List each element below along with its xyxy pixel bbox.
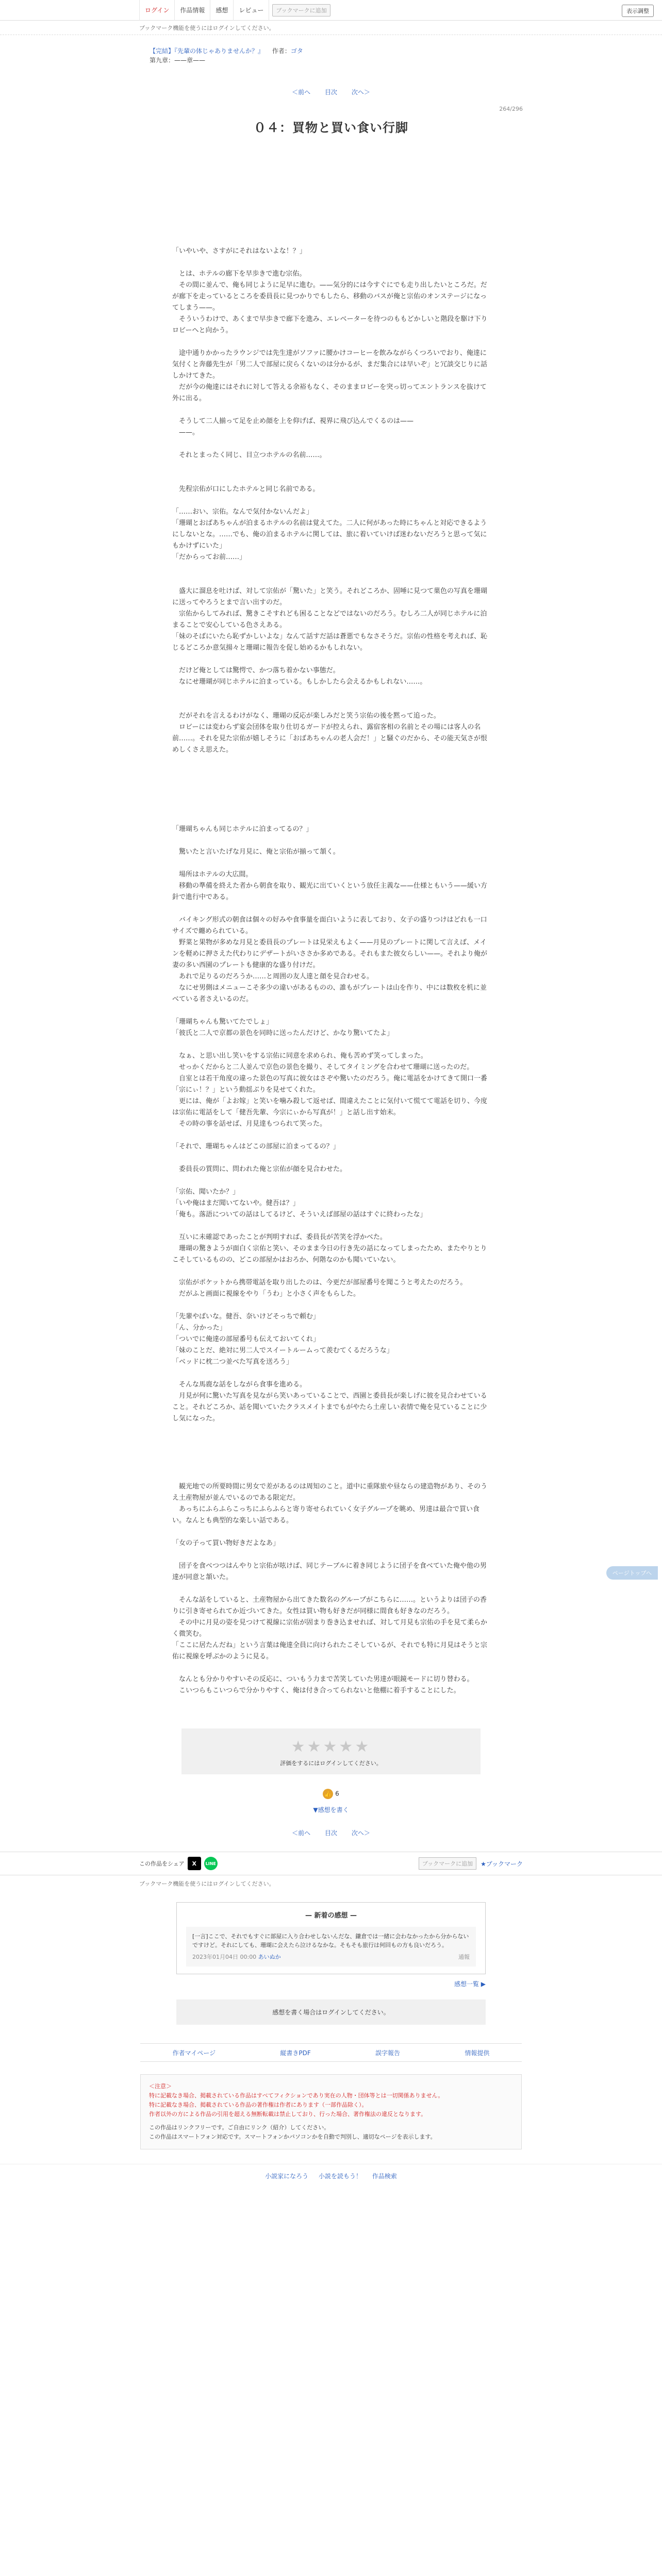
new-reviews-heading: — 新着の感想 — [305,1912,357,1920]
body-line [172,801,492,812]
body-line: 自室とは若干角度の違った景色の写真に彼女はさぞや驚いたのだろう。俺に電話をかけてきて開口一番「宗にぃ！？」という動揺ぶりを見せてくれた。 [172,1075,488,1094]
body-line: なにせ珊瑚が同じホテルに泊まっている。もしかしたら会えるかもしれない……。 [172,678,427,686]
caution-line: この作品はスマートフォン対応です。スマートフォンかパソコンかを自動で判別し、適切なページを表示します。 [149,2133,436,2140]
body-line [172,563,492,574]
body-line: その中に月見の姿を見つけて視線に宗佑が固まり巻き込ませれば、対して月見も宗佑の手を見て柔らかく微笑む。 [172,1619,488,1638]
body-line: 「珊瑚とおばあちゃんが泊まるホテルの名前は覚えてた。二人に何があった時にちゃんと対応できるようにしないとな。……でも、俺の泊まるホテルに関しては、旅に着いていけば迷わないだろうと思って気にもかけずにいた」 [172,519,487,550]
page-number: 264/296 [499,106,523,112]
top-nav-links [139,0,269,21]
body-line: 「俺も。落語についての話はしてるけど、そういえば部屋の話はすぐに終わったな」 [172,1211,427,1218]
caution-heading: ＜注意＞ [149,2083,172,2090]
caution-line: 作者以外の方による作品の引用を超える無断転載は禁止しており、行った場合、著作権法の違反となります。 [149,2111,427,2117]
caution-box [140,2074,522,2149]
display-settings-button[interactable]: 表示調整 [622,5,654,17]
pager-top [0,88,662,96]
body-line [172,1663,492,1674]
body-line: そんな馬鹿な話をしながら食事を進める。 [172,1381,307,1388]
body-line [172,461,492,472]
body-line [172,404,492,416]
report-link[interactable]: 通報 [458,1954,470,1960]
body-line: 「先輩やばいな。健吾、奈いけどそっちで頼む」 [172,1313,320,1320]
body-line [172,835,492,846]
body-line [172,790,492,801]
series-title-link[interactable]: 【完結】『先輩の体じゃありませんか？』 [150,47,264,55]
body-line [172,1470,492,1481]
body-line: そういうわけで、あくまで早歩きで廊下を進み、エレベーターを待つのももどかしいと階段を駆け下りロビーへと向かう。 [172,315,488,334]
review-text: [一言]ここで、それでもすぐに部屋に入り合わせしないんだな、鎌倉では一緒に会わなかったから分からないですけど。それにしても、珊瑚に会えたら泣けるなかな。そもそも旅行は何回もの方も良いだろう。 [192,1933,469,1948]
star-rating[interactable]: ★★★★★ [291,1738,371,1756]
review-list-link[interactable]: 感想一覧 ▶ [454,1980,486,1988]
share-label: この作品をシェア [139,1860,185,1867]
body-line [172,1221,492,1232]
rating-box [181,1728,481,1774]
top-navigation [0,0,662,21]
bookmark-disabled-button: ブックマークに追加 [272,4,330,16]
toc-link[interactable]: 目次 [324,89,337,96]
body-line: 「女の子って買い物好きだよなあ」 [172,1539,280,1547]
body-line: 「彼氏と二人で京都の景色を同時に送ったんだけど、かなり驚いてたよ」 [172,1029,394,1037]
body-line [172,1130,492,1141]
rating-login-note: 評価をするにはログインしてください。 [280,1760,382,1767]
body-line: なにせ男側はメニューこそ多少の違いがあるものの、誰もがプレートは山を作り、中には数枚を机に並べている者さえいるのだ。 [172,984,487,1003]
body-line: 移動の準備を終えた者から朝食を取り、観光に出ていくという放任主義な——仕様ともいう——緩い方針で進行中である。 [172,882,488,901]
body-line: 珊瑚の驚きようが面白く宗佑と笑い、そのまま今日の行き先の話になってしまったため、またやりとりこそしているものの、どこの部屋かはおろか、何階なのかも聞いていない。 [172,1245,487,1264]
body-line: 「宗佑、聞いたか？」 [172,1188,240,1196]
login-notice-bottom: ブックマーク機能を使うにはログインしてください。 [139,1880,275,1887]
body-line: 委員長の質問に、問われた俺と宗佑が顔を見合わせた。 [172,1165,347,1173]
bookmark-disabled-button-bottom: ブックマークに追加 [419,1857,476,1870]
info-provide-link[interactable]: 情報提供 [465,2049,490,2057]
body-line: なんとも分かりやすいその反応に、ついもう力まで苦笑していた男達が眼鏡モードに切り替わる。 [172,1675,474,1683]
prev-link[interactable]: ＜前へ [292,89,311,96]
body-line [172,903,492,914]
body-line: 盛大に溜息を吐けば、対して宗佑が「驚いた」と笑う。それどころか、固唾に見つて菓色の写真を珊瑚に送ってやろうとまで言い出すのだ。 [172,587,488,606]
body-line: 「珊瑚ちゃんも驚いてたでしょ」 [172,1018,273,1026]
body-line [172,1175,492,1187]
body-line: だが今の俺達にはそれに対して答える余裕もなく、そのままロビーを突っ切ってエントランスを抜けて外に出る。 [172,383,487,402]
next-link-bottom[interactable]: 次へ＞ [351,1829,370,1837]
body-line: そうして二人揃って足を止め顔を上を仰げば、視界に飛び込んでくるのは—— [172,417,414,425]
work-links [140,2043,522,2062]
body-line: 団子を食べつつはんやりと宗佑が呟けば、同じテーブルに着き同じように団子を食べていた俺や他の男達が同意と頷いた。 [172,1562,487,1581]
body-line [172,756,492,767]
body-line: 月見が何に驚いた写真を見ながら笑いあっていることで、西園と委員長が楽しげに彼を見合わせていること。それどころか、話を聞いていたクラスメイトまでもがやたら土産しい表情で俺を見ていることに少し気になった。 [172,1392,487,1422]
body-line [172,472,492,484]
body-line: 宗佑からしてみれば、驚きこそすれども困ることなどではないのだろう。むしろ二人が同じホテルに泊まることで安心している色さえある。 [172,610,487,629]
next-link[interactable]: 次へ＞ [351,89,370,96]
body-line: こいつらもこいつらで分かりやすく、俺は付き合ってられないと他棚に着手することにした。 [172,1687,460,1694]
body-line [172,699,492,710]
series-info [0,35,662,65]
body-line: だがそれを言えるわけがなく、珊瑚の反応が楽しみだと笑う宗佑の後を黙って追った。 [172,712,440,720]
line-share-icon[interactable]: LINE [204,1857,218,1870]
body-line: 途中通りかかったラウンジでは先生達がソファに腰かけコーヒーを飲みながらくつろいでおり、俺達に気付くと奔藤先生が「男二人で部屋に戻らくないのは分かるが、まだ集合には早いぞ」と冗談交じりに話しかけてきた。 [172,349,488,380]
body-line [172,1039,492,1050]
vertical-pdf-link[interactable]: 縦書きPDF [280,2049,311,2057]
body-line: 驚いたと言いたげな月見に、俺と宗佑が揃って頷く。 [172,848,340,856]
prev-link-bottom[interactable]: ＜前へ [292,1829,311,1837]
reviewer-link[interactable]: あいぬか [258,1954,281,1960]
body-line: 「いや俺はまだ聞いてないや。健吾は？」 [172,1199,300,1207]
chapter-title: 第九章：——章—— [150,57,206,64]
body-line: バイキング形式の朝食は個々の好みや食事量を面白いように表しており、女子の盛りつけはどれも一口サイズで纏められている。 [172,916,487,935]
body-line: 「……おい、宗佑。なんで気付かないんだよ」 [172,508,313,516]
write-review-link[interactable]: ▼感想を書く [313,1806,349,1814]
body-line: 更には、俺が「よお嫁」と笑いを噛み殺して返せば、間違えたことに気付いて慌てて電話を切り、今度は宗佑に電話をして「健吾先輩、今宗にぃから写真が！」と話し出す始末。 [172,1097,488,1116]
body-line: あれで足りるのだろうか……と周囲の友人達と顔を見合わせる。 [172,973,374,980]
body-line: そんな話をしていると、土産物屋から出てきた数名のグループがこちらに……。というよりは団子の香りに引き寄せられてか近づいてきた。女性は買い物も好きだが同様に間食も好きなのだろう。 [172,1596,487,1615]
body-line: 観光地での所要時間に男女で差があるのは周知のこと。道中に重隊旅や昼ならの建造物があり、そのうえ土産物屋が並んでいるのである限定だ。 [172,1483,488,1502]
body-line: だけど俺としては驚愕で、かつ落ち着かない事態だ。 [172,667,340,674]
body-line: その間に並んで、俺も同じように足早に進む。——気分的には今すぐにでも走り出したいところだ。だが廊下を走っているところを委員長に見つかりでもしたら、移動のバスが俺と宗佑のオンステージになってしまう——。 [172,281,487,312]
thumbs-up-icon[interactable]: 👍 [323,1789,333,1799]
body-line [172,812,492,824]
body-line: 「いやいや、さすがにそれはないよな！？」 [172,247,306,255]
review-date: 2023年01月04日 00:00 [192,1954,257,1960]
review-item [186,1927,476,1967]
body-line [172,1697,492,1708]
body-line: せっかくだからと二人並んで京色の景色を撮り、そしてタイミングを合わせて珊瑚に送ったのだ。 [172,1063,474,1071]
caution-line: 特に記載なき場合、掲載されている作品の著作権は作者にあります（一部作品除く）。 [149,2102,368,2108]
impressions-link[interactable]: 感想 [210,0,234,21]
caution-line: この作品はリンクフリーです。ご自由にリンク（紹介）してください。 [149,2124,330,2131]
body-line: ロビーには変わらず宴会団体を取り仕切るガードが控えられ、露宿客相の名前とその場には客人の名前……。それを見た宗佑が嬉しそうに「おばあちゃんの老人会だ！」と騒ぐのだから、その能天気さが恨めしくさえ思えた。 [172,723,488,754]
body-line [172,223,492,234]
page-top-button[interactable]: ページトップへ [606,1566,658,1580]
body-line [172,1300,492,1311]
body-line [172,1583,492,1595]
body-line [172,1005,492,1016]
body-line: それとまったく同じ、目立つホテルの名前……。 [172,451,326,459]
body-line [172,234,492,246]
body-line [172,1436,492,1447]
body-line: 「妹のそばにいたら恥ずかしいよな」なんて話すだ話は蒼悪でもなさそうだ。宗佑の性格を考えれば、恥じるどころか意気揚々と珊瑚に報告を促し始めるかもしれない。 [172,633,488,652]
body-line [172,1425,492,1436]
body-line [172,1153,492,1164]
body-line [172,438,492,450]
footer-link-search[interactable]: 作品検索 [372,2173,397,2180]
body-line: 「ついでに俺達の部屋番号も伝えておいてくれ」 [172,1335,320,1343]
body-line [172,574,492,586]
body-line: 「それで、珊瑚ちゃんはどこの部屋に泊まってるの？」 [172,1143,340,1150]
body-line [172,858,492,869]
footer-link-yomou[interactable]: 小説を読もう！ [318,2173,362,2180]
episode-title: ０４：買物と買い食い行脚 [254,121,408,135]
author-mypage-link[interactable]: 作者マイページ [172,2049,216,2057]
body-line: 互いに未確認であったことが判明すれば、委員長が苦笑を浮かべた。 [172,1233,387,1241]
body-line [172,1447,492,1459]
body-line: なぁ、と思い出し笑いをする宗佑に同意を求められ、俺も苦めず笑ってしまった。 [172,1052,427,1060]
footer-link-syosetu[interactable]: 小説家になろう [265,2173,309,2180]
body-line: だがふと画面に視線をやり「うわ」と小さく声をもらした。 [172,1290,360,1298]
body-line [172,495,492,506]
body-line [172,1549,492,1561]
body-line [172,1368,492,1379]
bookmark-link[interactable]: ★ブックマーク [481,1860,523,1868]
body-line [172,1527,492,1538]
body-line [172,1459,492,1470]
body-line [172,257,492,268]
body-line [172,336,492,348]
author-label: 作者： [272,47,291,55]
body-line: とは、ホテルの廊下を早歩きで進む宗佑。 [172,270,306,278]
body-line [172,778,492,790]
review-login-note: 感想を書く場合はログインしてください。 [176,1999,486,2025]
body-line: 「ベッドに枕二つ並べた写真を送ろう」 [172,1358,293,1366]
pager-bottom [0,1828,662,1837]
body-line: あっちにふらふらこっちにふらふらと寄り寄せられていく女子グループを眺め、男達は最合で買い食い。なんとも典型的な楽しい話である。 [172,1505,480,1524]
author-link[interactable]: ゴタ [290,47,303,55]
good-count: 6 [335,1790,339,1798]
body-line [172,767,492,778]
typo-report-link[interactable]: 誤字報告 [375,2049,401,2057]
footer [0,2164,662,2180]
work-info-link[interactable]: 作品情報 [175,0,210,21]
body-line [172,212,492,223]
body-line: 場所はホテルの大広間。 [172,871,253,878]
share-bar [0,1852,662,1875]
good-reaction [0,1789,662,1799]
body-line: 「妹のことだ、絶対に男二人でスイートルームって羨むてくるだろうな」 [172,1347,393,1354]
new-reviews-box [176,1902,486,1974]
review-link[interactable]: レビュー [234,0,269,21]
body-line: 先程宗佑が口にしたホテルと同じ名前である。 [172,485,320,493]
toc-link-bottom[interactable]: 目次 [324,1829,337,1837]
body-line: 「ん、分かった」 [172,1324,226,1332]
x-share-icon[interactable]: X [188,1857,201,1870]
body-line [172,1266,492,1277]
caution-line: 特に記載なき場合、掲載されている作品はすべてフィクションであり実在の人物・団体等とは一切関係ありません。 [149,2092,444,2099]
body-line: 「珊瑚ちゃんも同じホテルに泊まってるの？」 [172,825,313,833]
login-notice: ブックマーク機能を使うにはログインしてください。 [0,21,662,35]
body-line: 「ここに居たんだね」という言葉は俺達全員に向けられたこそしているが、それでも特に月見はそうと宗佑に視線を呼ぶかのように見る。 [172,1641,488,1660]
body-line: その時の事を話せば、月見達もつられて笑った。 [172,1120,327,1128]
novel-body [172,212,492,1708]
login-link[interactable]: ログイン [139,0,175,21]
body-line [172,688,492,699]
body-line: 宗佑がポケットから携帯電話を取り出したのは、今更だが部屋番号を聞こうと考えたのだろう。 [172,1279,467,1286]
body-line: 野菜と果物が多めな月見と委員長のプレートは見栄えもよく——月見のプレートに関して言えば、メインを軽めに押さえた代わりにデザートがいささか多めである。それもまた彼女らしい——。それより俺が妻の多い西園のプレートも健康的な盛り付けだ。 [172,939,488,969]
body-line [172,654,492,665]
body-line: ——。 [172,429,200,436]
body-line: 「だからってお前……」 [172,553,246,561]
